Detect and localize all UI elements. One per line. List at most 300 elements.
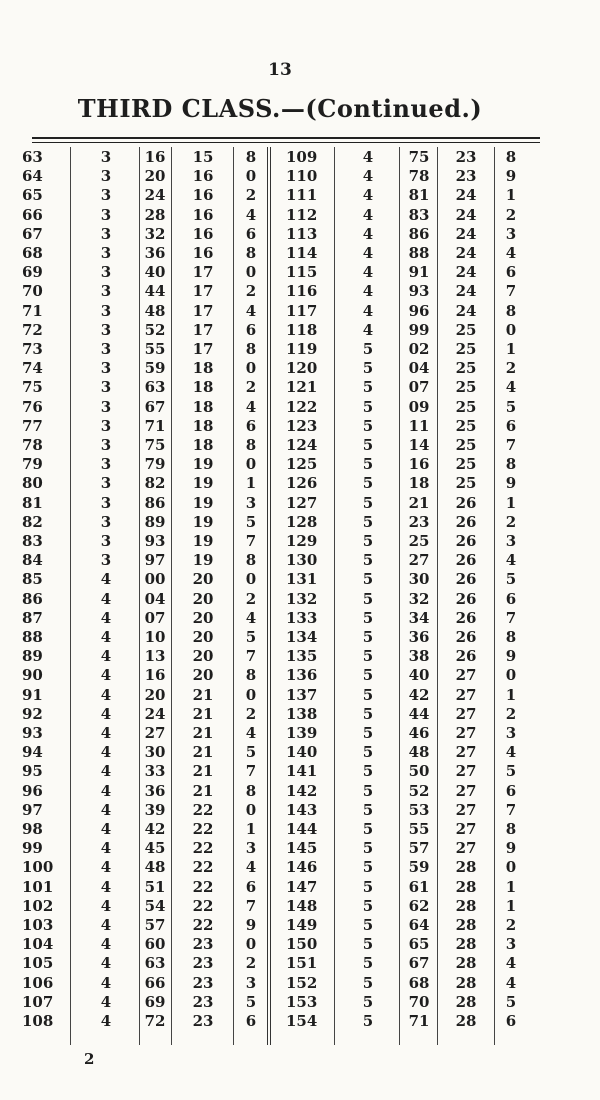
table-cell: 24 bbox=[144, 704, 166, 723]
table-cell: 5 bbox=[362, 1012, 374, 1030]
table-cell: 101 bbox=[22, 877, 54, 896]
table-cell: 5 bbox=[362, 896, 374, 915]
table-cell: 38 bbox=[408, 647, 430, 666]
table-cell: 28 bbox=[144, 205, 166, 224]
table-cell: 19 bbox=[192, 532, 214, 550]
table-cell: 140 bbox=[286, 743, 318, 762]
table-cell: 48 bbox=[408, 743, 430, 762]
table-cell: 39 bbox=[144, 800, 166, 819]
table-cell: 27 bbox=[455, 666, 477, 685]
table-cell: 27 bbox=[455, 839, 477, 858]
table-row bbox=[0, 954, 600, 973]
table-row bbox=[0, 167, 600, 186]
table-cell: 0 bbox=[245, 935, 257, 954]
table-cell: 5 bbox=[362, 858, 374, 877]
table-cell: 26 bbox=[455, 628, 477, 646]
table-cell: 16 bbox=[144, 148, 166, 166]
table-cell: 25 bbox=[455, 416, 477, 435]
table-cell: 14 bbox=[408, 436, 430, 454]
table-cell: 5 bbox=[505, 992, 517, 1011]
table-cell: 4 bbox=[245, 301, 257, 320]
table-cell: 99 bbox=[408, 320, 430, 339]
table-cell: 26 bbox=[455, 589, 477, 608]
table-cell: 4 bbox=[505, 551, 517, 570]
table-cell: 18 bbox=[408, 474, 430, 493]
table-cell: 86 bbox=[144, 493, 166, 512]
table-cell: 19 bbox=[192, 455, 214, 474]
table-cell: 61 bbox=[408, 877, 430, 896]
table-row bbox=[0, 378, 600, 397]
table-cell: 55 bbox=[144, 340, 166, 358]
table-cell: 0 bbox=[505, 666, 517, 685]
table-cell: 149 bbox=[286, 916, 318, 934]
table-cell: 95 bbox=[22, 762, 43, 781]
table-cell: 2 bbox=[505, 359, 517, 378]
table-cell: 8 bbox=[245, 148, 257, 166]
table-cell: 89 bbox=[22, 647, 43, 666]
table-cell: 3 bbox=[100, 359, 112, 378]
table-cell: 5 bbox=[362, 359, 374, 378]
table-cell: 5 bbox=[362, 551, 374, 570]
table-cell: 48 bbox=[144, 301, 166, 320]
table-cell: 126 bbox=[286, 474, 318, 493]
table-cell: 4 bbox=[100, 973, 112, 992]
table-cell: 23 bbox=[455, 148, 477, 166]
table-cell: 97 bbox=[22, 800, 43, 819]
table-cell: 24 bbox=[455, 282, 477, 301]
table-cell: 71 bbox=[408, 1012, 430, 1030]
table-cell: 5 bbox=[362, 954, 374, 973]
table-cell: 98 bbox=[22, 820, 43, 838]
table-cell: 25 bbox=[455, 455, 477, 474]
table-cell: 4 bbox=[362, 263, 374, 282]
table-cell: 5 bbox=[362, 416, 374, 435]
table-cell: 5 bbox=[505, 762, 517, 781]
section-title: THIRD CLASS.—(Continued.) bbox=[77, 94, 483, 123]
table-row bbox=[0, 858, 600, 877]
table-cell: 91 bbox=[22, 685, 43, 704]
table-cell: 69 bbox=[144, 992, 166, 1011]
table-cell: 0 bbox=[245, 263, 257, 282]
table-cell: 3 bbox=[505, 224, 517, 243]
table-cell: 143 bbox=[286, 800, 318, 819]
table-cell: 86 bbox=[22, 589, 43, 608]
table-cell: 21 bbox=[408, 493, 430, 512]
table-cell: 131 bbox=[286, 570, 318, 589]
table-cell: 52 bbox=[144, 320, 166, 339]
table-cell: 22 bbox=[192, 858, 214, 877]
table-cell: 6 bbox=[245, 416, 257, 435]
table-cell: 5 bbox=[505, 570, 517, 589]
table-cell: 5 bbox=[362, 608, 374, 627]
table-cell: 26 bbox=[455, 493, 477, 512]
table-cell: 27 bbox=[408, 551, 430, 570]
table-cell: 60 bbox=[144, 935, 166, 954]
table-cell: 64 bbox=[408, 916, 430, 934]
table-cell: 17 bbox=[192, 263, 214, 282]
table-cell: 110 bbox=[286, 167, 318, 186]
table-cell: 23 bbox=[192, 1012, 214, 1030]
table-cell: 9 bbox=[245, 916, 257, 934]
table-cell: 23 bbox=[192, 954, 214, 973]
table-cell: 28 bbox=[455, 916, 477, 934]
table-cell: 107 bbox=[22, 992, 54, 1011]
table-cell: 30 bbox=[144, 743, 166, 762]
table-cell: 20 bbox=[192, 628, 214, 646]
table-cell: 45 bbox=[144, 839, 166, 858]
table-cell: 40 bbox=[144, 263, 166, 282]
table-cell: 128 bbox=[286, 512, 318, 531]
table-cell: 0 bbox=[505, 858, 517, 877]
table-cell: 5 bbox=[362, 992, 374, 1011]
table-cell: 21 bbox=[192, 743, 214, 762]
table-row bbox=[0, 417, 600, 436]
table-cell: 142 bbox=[286, 781, 318, 800]
table-cell: 74 bbox=[22, 359, 43, 378]
table-cell: 21 bbox=[192, 762, 214, 781]
table-cell: 13 bbox=[144, 647, 166, 666]
table-cell: 75 bbox=[408, 148, 430, 166]
table-row bbox=[0, 513, 600, 532]
table-cell: 133 bbox=[286, 608, 318, 627]
table-cell: 17 bbox=[192, 320, 214, 339]
table-row bbox=[0, 820, 600, 839]
table-cell: 28 bbox=[455, 877, 477, 896]
table-cell: 16 bbox=[192, 186, 214, 205]
table-row bbox=[0, 570, 600, 589]
table-cell: 71 bbox=[144, 416, 166, 435]
table-cell: 8 bbox=[245, 551, 257, 570]
table-cell: 19 bbox=[192, 474, 214, 493]
table-cell: 63 bbox=[22, 148, 43, 166]
table-cell: 27 bbox=[144, 724, 166, 742]
table-cell: 1 bbox=[245, 474, 257, 493]
table-cell: 121 bbox=[286, 378, 318, 397]
table-cell: 7 bbox=[505, 282, 517, 301]
table-cell: 3 bbox=[100, 551, 112, 570]
table-cell: 63 bbox=[144, 378, 166, 397]
table-cell: 5 bbox=[362, 647, 374, 666]
header-rule-thin bbox=[32, 142, 540, 143]
table-cell: 20 bbox=[144, 685, 166, 704]
table-cell: 32 bbox=[144, 224, 166, 243]
table-cell: 0 bbox=[245, 570, 257, 589]
table-cell: 6 bbox=[505, 416, 517, 435]
table-cell: 84 bbox=[22, 551, 43, 570]
table-row bbox=[0, 398, 600, 417]
table-cell: 5 bbox=[362, 474, 374, 493]
table-cell: 6 bbox=[505, 589, 517, 608]
table-cell: 67 bbox=[408, 954, 430, 973]
table-cell: 115 bbox=[286, 263, 318, 282]
table-cell: 42 bbox=[144, 820, 166, 838]
table-row bbox=[0, 532, 600, 551]
table-cell: 44 bbox=[144, 282, 166, 301]
table-cell: 25 bbox=[455, 320, 477, 339]
table-cell: 91 bbox=[408, 263, 430, 282]
table-cell: 36 bbox=[144, 244, 166, 262]
table-row bbox=[0, 494, 600, 513]
table-cell: 67 bbox=[22, 224, 43, 243]
table-cell: 5 bbox=[362, 743, 374, 762]
table-cell: 136 bbox=[286, 666, 318, 685]
table-cell: 09 bbox=[408, 397, 430, 416]
table-cell: 96 bbox=[408, 301, 430, 320]
table-cell: 4 bbox=[362, 224, 374, 243]
table-cell: 4 bbox=[100, 992, 112, 1011]
table-cell: 82 bbox=[22, 512, 43, 531]
table-row bbox=[0, 225, 600, 244]
table-cell: 81 bbox=[22, 493, 43, 512]
table-cell: 3 bbox=[100, 340, 112, 358]
table-cell: 5 bbox=[362, 877, 374, 896]
table-row bbox=[0, 551, 600, 570]
table-cell: 5 bbox=[362, 493, 374, 512]
table-cell: 4 bbox=[100, 858, 112, 877]
table-cell: 5 bbox=[362, 378, 374, 397]
table-cell: 3 bbox=[505, 935, 517, 954]
table-cell: 3 bbox=[245, 493, 257, 512]
table-cell: 79 bbox=[144, 455, 166, 474]
table-cell: 8 bbox=[505, 148, 517, 166]
table-cell: 7 bbox=[245, 896, 257, 915]
table-cell: 18 bbox=[192, 436, 214, 454]
table-cell: 3 bbox=[100, 167, 112, 186]
table-cell: 16 bbox=[144, 666, 166, 685]
table-cell: 4 bbox=[362, 148, 374, 166]
table-cell: 23 bbox=[192, 935, 214, 954]
table-cell: 85 bbox=[22, 570, 43, 589]
table-cell: 30 bbox=[408, 570, 430, 589]
table-cell: 147 bbox=[286, 877, 318, 896]
table-cell: 106 bbox=[22, 973, 54, 992]
table-cell: 4 bbox=[100, 666, 112, 685]
table-cell: 3 bbox=[245, 839, 257, 858]
table-cell: 36 bbox=[408, 628, 430, 646]
table-cell: 4 bbox=[100, 820, 112, 838]
table-cell: 23 bbox=[192, 973, 214, 992]
table-cell: 3 bbox=[100, 378, 112, 397]
table-cell: 4 bbox=[362, 186, 374, 205]
table-cell: 4 bbox=[362, 167, 374, 186]
table-cell: 8 bbox=[245, 244, 257, 262]
table-cell: 5 bbox=[362, 781, 374, 800]
table-cell: 6 bbox=[505, 1012, 517, 1030]
table-cell: 4 bbox=[100, 896, 112, 915]
table-cell: 20 bbox=[192, 608, 214, 627]
table-cell: 07 bbox=[144, 608, 166, 627]
table-cell: 73 bbox=[22, 340, 43, 358]
table-cell: 127 bbox=[286, 493, 318, 512]
table-cell: 5 bbox=[245, 628, 257, 646]
table-cell: 6 bbox=[505, 263, 517, 282]
table-cell: 53 bbox=[408, 800, 430, 819]
table-cell: 7 bbox=[505, 608, 517, 627]
table-cell: 6 bbox=[245, 320, 257, 339]
table-cell: 25 bbox=[455, 436, 477, 454]
table-cell: 130 bbox=[286, 551, 318, 570]
table-cell: 48 bbox=[144, 858, 166, 877]
table-cell: 3 bbox=[100, 397, 112, 416]
table-cell: 70 bbox=[408, 992, 430, 1011]
table-cell: 2 bbox=[505, 205, 517, 224]
table-cell: 26 bbox=[455, 551, 477, 570]
table-row bbox=[0, 743, 600, 762]
table-cell: 70 bbox=[22, 282, 43, 301]
header-rule-thick bbox=[32, 137, 540, 139]
table-cell: 23 bbox=[455, 167, 477, 186]
table-cell: 27 bbox=[455, 800, 477, 819]
table-cell: 7 bbox=[505, 800, 517, 819]
table-cell: 4 bbox=[505, 378, 517, 397]
table-cell: 5 bbox=[362, 839, 374, 858]
table-cell: 2 bbox=[505, 916, 517, 934]
table-cell: 25 bbox=[408, 532, 430, 550]
table-cell: 3 bbox=[505, 724, 517, 742]
table-cell: 78 bbox=[408, 167, 430, 186]
table-row bbox=[0, 455, 600, 474]
table-cell: 2 bbox=[245, 186, 257, 205]
table-cell: 51 bbox=[144, 877, 166, 896]
table-cell: 50 bbox=[408, 762, 430, 781]
table-cell: 82 bbox=[144, 474, 166, 493]
table-cell: 3 bbox=[100, 436, 112, 454]
table-cell: 137 bbox=[286, 685, 318, 704]
table-cell: 17 bbox=[192, 301, 214, 320]
table-row bbox=[0, 436, 600, 455]
table-row bbox=[0, 609, 600, 628]
table-cell: 5 bbox=[362, 685, 374, 704]
table-row bbox=[0, 916, 600, 935]
table-cell: 5 bbox=[362, 935, 374, 954]
table-row bbox=[0, 839, 600, 858]
table-cell: 21 bbox=[192, 704, 214, 723]
table-row bbox=[0, 762, 600, 781]
table-cell: 153 bbox=[286, 992, 318, 1011]
table-cell: 65 bbox=[408, 935, 430, 954]
table-cell: 4 bbox=[505, 244, 517, 262]
table-cell: 111 bbox=[286, 186, 318, 205]
table-cell: 24 bbox=[455, 186, 477, 205]
table-cell: 129 bbox=[286, 532, 318, 550]
table-cell: 71 bbox=[22, 301, 43, 320]
table-cell: 0 bbox=[505, 320, 517, 339]
table-cell: 0 bbox=[245, 685, 257, 704]
table-row bbox=[0, 359, 600, 378]
table-cell: 3 bbox=[100, 455, 112, 474]
table-cell: 4 bbox=[100, 628, 112, 646]
table-cell: 4 bbox=[245, 205, 257, 224]
table-cell: 0 bbox=[245, 800, 257, 819]
table-cell: 151 bbox=[286, 954, 318, 973]
table-cell: 80 bbox=[22, 474, 43, 493]
table-cell: 25 bbox=[455, 397, 477, 416]
table-cell: 16 bbox=[408, 455, 430, 474]
table-cell: 5 bbox=[362, 397, 374, 416]
table-row bbox=[0, 244, 600, 263]
table-cell: 3 bbox=[245, 973, 257, 992]
table-cell: 21 bbox=[192, 781, 214, 800]
table-cell: 27 bbox=[455, 724, 477, 742]
table-cell: 46 bbox=[408, 724, 430, 742]
table-cell: 24 bbox=[455, 301, 477, 320]
table-row bbox=[0, 282, 600, 301]
table-cell: 44 bbox=[408, 704, 430, 723]
table-cell: 4 bbox=[362, 205, 374, 224]
table-cell: 0 bbox=[245, 167, 257, 186]
table-cell: 4 bbox=[362, 244, 374, 262]
table-cell: 99 bbox=[22, 839, 43, 858]
table-cell: 7 bbox=[245, 647, 257, 666]
table-cell: 18 bbox=[192, 416, 214, 435]
table-cell: 4 bbox=[245, 724, 257, 742]
table-cell: 24 bbox=[455, 244, 477, 262]
table-cell: 117 bbox=[286, 301, 318, 320]
table-cell: 27 bbox=[455, 820, 477, 838]
table-cell: 07 bbox=[408, 378, 430, 397]
table-cell: 68 bbox=[408, 973, 430, 992]
table-cell: 7 bbox=[245, 762, 257, 781]
table-cell: 28 bbox=[455, 992, 477, 1011]
table-cell: 34 bbox=[408, 608, 430, 627]
table-cell: 27 bbox=[455, 781, 477, 800]
table-row bbox=[0, 186, 600, 205]
table-row bbox=[0, 782, 600, 801]
signature-mark: 2 bbox=[84, 1050, 95, 1068]
table-cell: 5 bbox=[362, 628, 374, 646]
table-cell: 88 bbox=[22, 628, 43, 646]
table-cell: 88 bbox=[408, 244, 430, 262]
table-cell: 3 bbox=[100, 493, 112, 512]
table-cell: 152 bbox=[286, 973, 318, 992]
table-cell: 5 bbox=[362, 532, 374, 550]
table-cell: 132 bbox=[286, 589, 318, 608]
table-cell: 25 bbox=[455, 359, 477, 378]
table-cell: 8 bbox=[245, 436, 257, 454]
table-cell: 72 bbox=[144, 1012, 166, 1030]
table-cell: 108 bbox=[22, 1012, 54, 1030]
table-cell: 83 bbox=[22, 532, 43, 550]
table-cell: 96 bbox=[22, 781, 43, 800]
table-cell: 6 bbox=[245, 224, 257, 243]
table-cell: 4 bbox=[100, 954, 112, 973]
table-cell: 3 bbox=[100, 301, 112, 320]
table-cell: 4 bbox=[245, 858, 257, 877]
table-cell: 8 bbox=[505, 628, 517, 646]
table-cell: 20 bbox=[192, 589, 214, 608]
table-cell: 33 bbox=[144, 762, 166, 781]
table-cell: 9 bbox=[505, 839, 517, 858]
table-cell: 3 bbox=[100, 282, 112, 301]
table-cell: 141 bbox=[286, 762, 318, 781]
table-cell: 11 bbox=[408, 416, 430, 435]
table-cell: 135 bbox=[286, 647, 318, 666]
table-cell: 5 bbox=[362, 973, 374, 992]
table-cell: 21 bbox=[192, 724, 214, 742]
table-cell: 16 bbox=[192, 205, 214, 224]
table-row bbox=[0, 590, 600, 609]
table-cell: 3 bbox=[100, 320, 112, 339]
table-cell: 3 bbox=[100, 263, 112, 282]
table-cell: 1 bbox=[505, 896, 517, 915]
table-cell: 81 bbox=[408, 186, 430, 205]
table-cell: 9 bbox=[505, 474, 517, 493]
table-cell: 72 bbox=[22, 320, 43, 339]
table-cell: 145 bbox=[286, 839, 318, 858]
table-cell: 25 bbox=[455, 340, 477, 358]
table-cell: 92 bbox=[22, 704, 43, 723]
table-cell: 66 bbox=[22, 205, 43, 224]
